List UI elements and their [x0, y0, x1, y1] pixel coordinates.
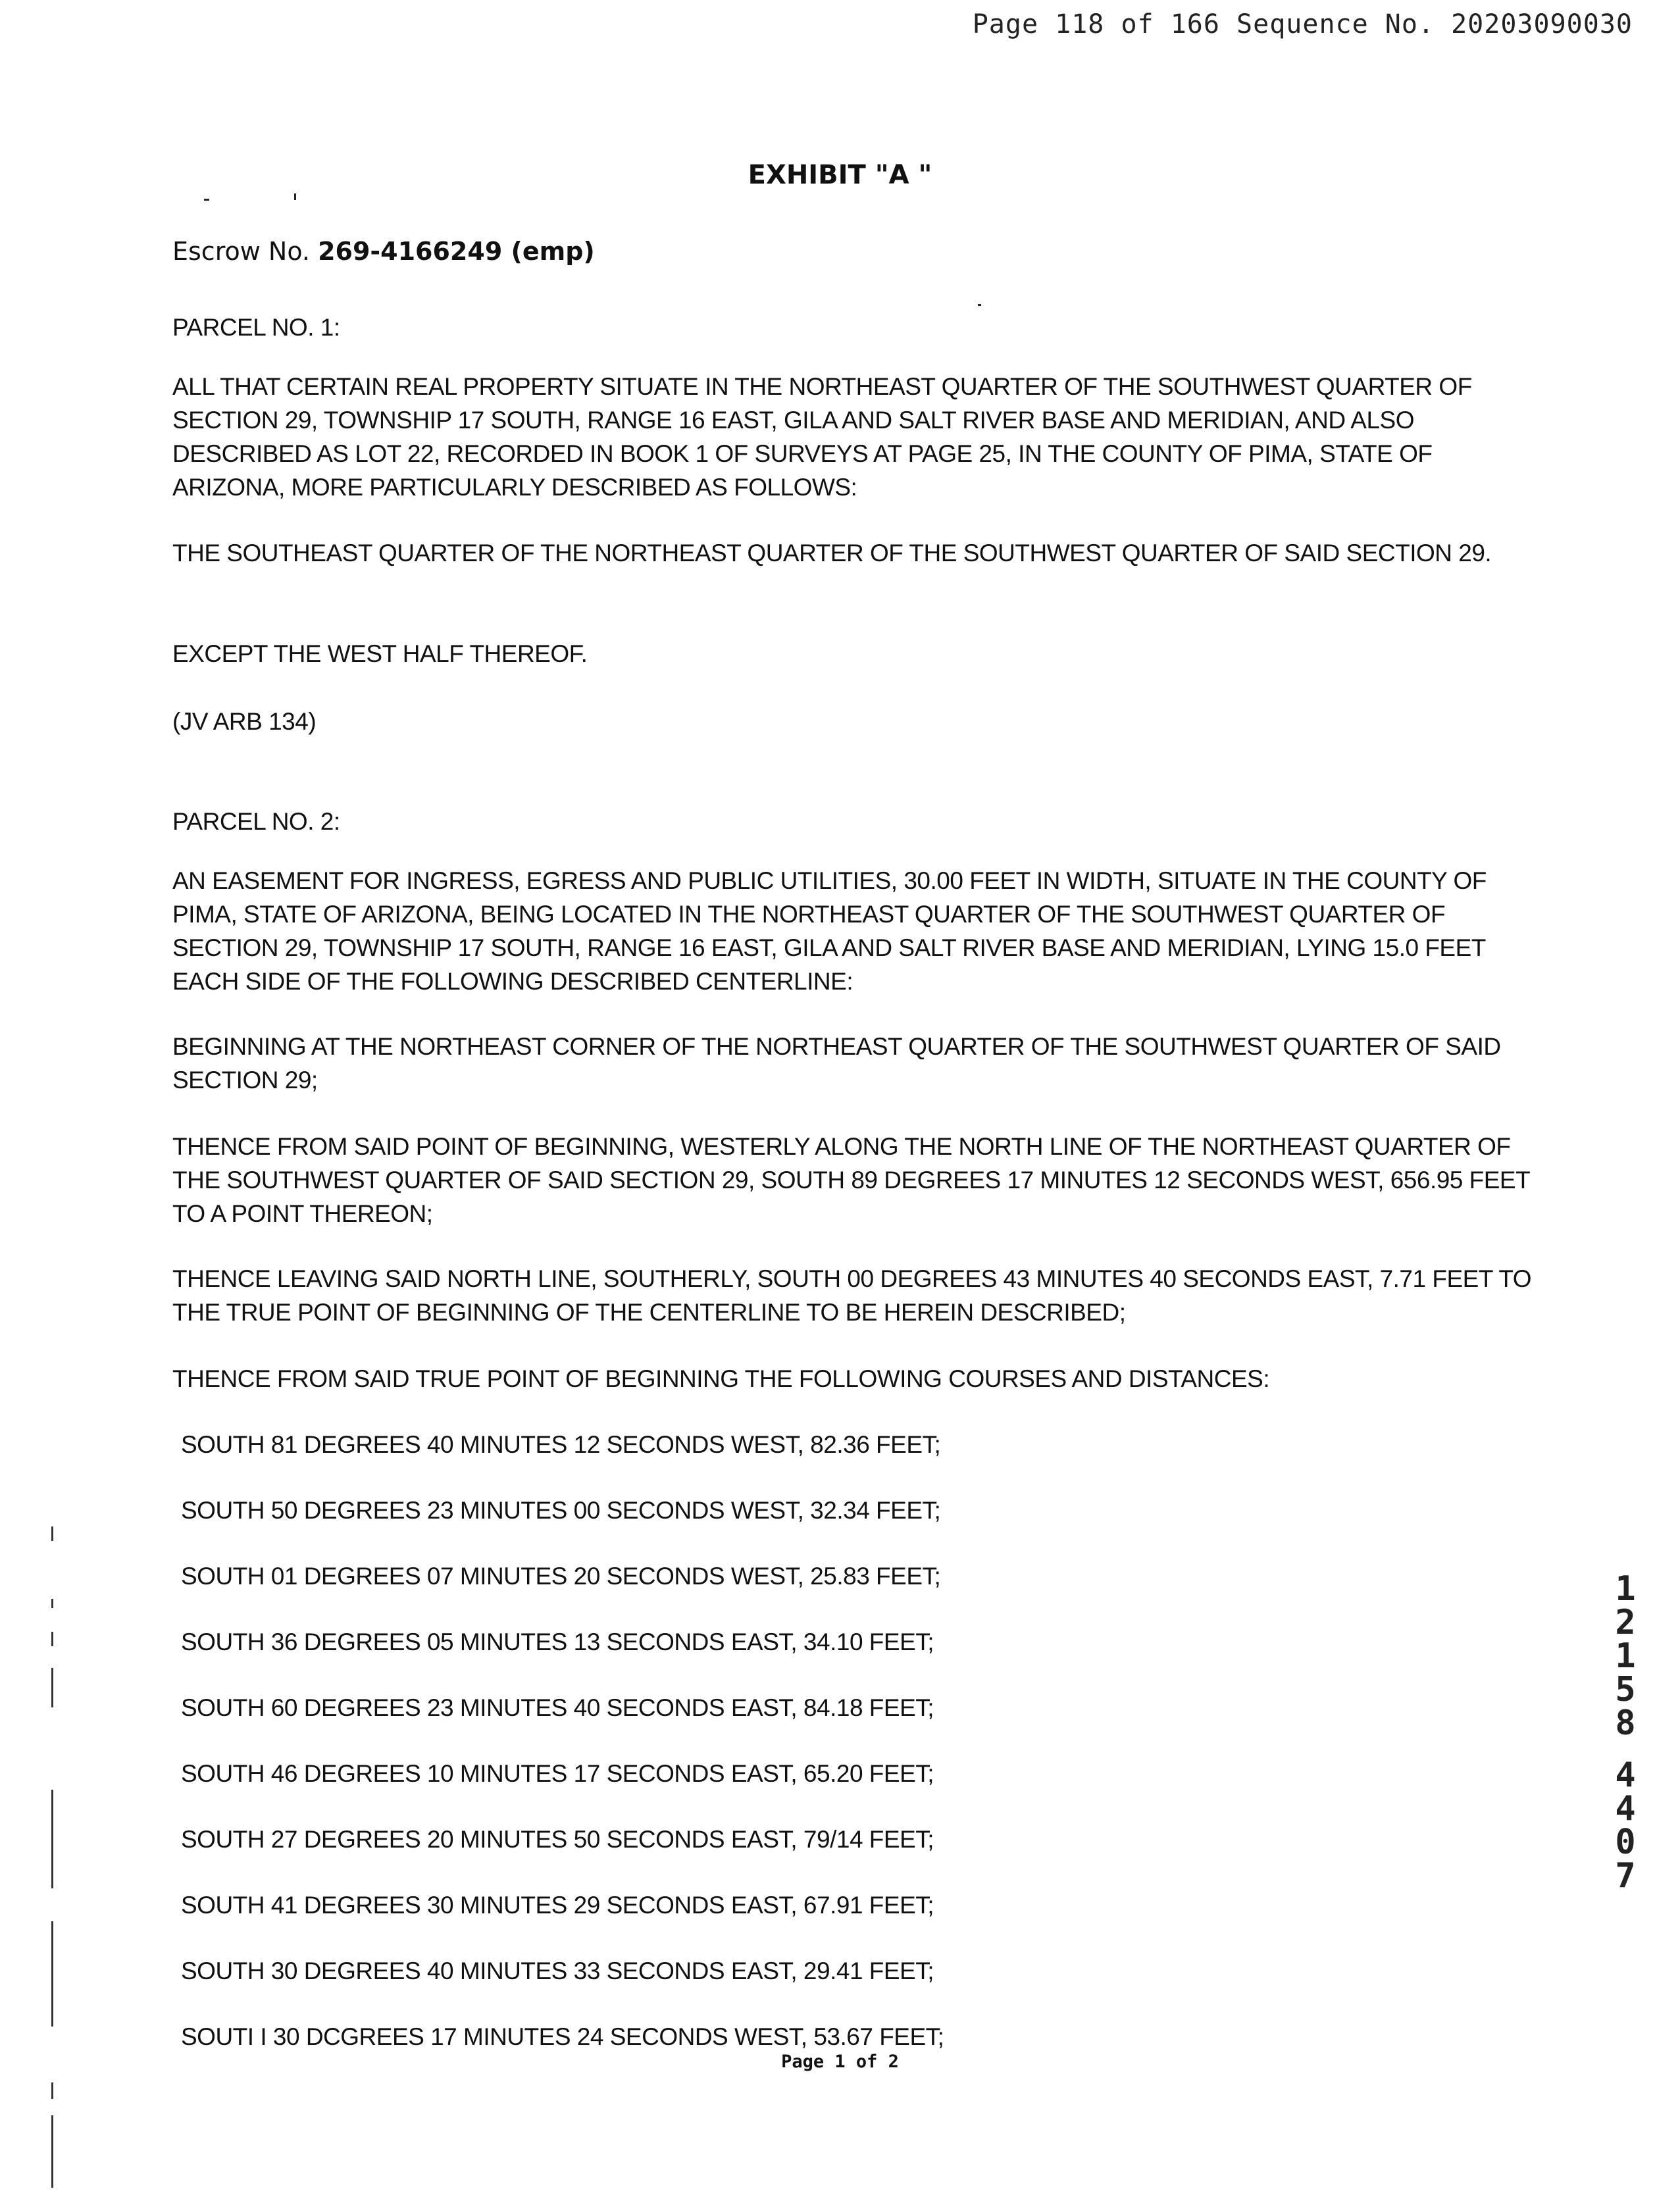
scan-margin-line: [51, 2115, 53, 2188]
parcel-1-exception: EXCEPT THE WEST HALF THEREOF.: [172, 640, 588, 667]
parcel-2-heading: PARCEL NO. 2:: [172, 808, 340, 835]
course-line: SOUTI I 30 DCGREES 17 MINUTES 24 SECONDS WEST, 53.67 FEET;: [181, 2023, 944, 2050]
sequence-header: Page 118 of 166 Sequence No. 20203090030: [972, 9, 1633, 39]
course-line: SOUTH 36 DEGREES 05 MINUTES 13 SECONDS EAST, 34.10 FEET;: [181, 1628, 934, 1655]
scan-margin-line: [51, 1668, 53, 1707]
parcel-1-reference: (JV ARB 134): [172, 708, 317, 735]
stamp-digit: 4: [1615, 1789, 1636, 1828]
course-line: SOUTH 01 DEGREES 07 MINUTES 20 SECONDS WEST, 25.83 FEET;: [181, 1563, 941, 1590]
page-footer: Page 1 of 2: [781, 2052, 899, 2072]
scan-mark: [204, 199, 209, 201]
escrow-label: Escrow No.: [172, 237, 310, 266]
parcel-2-thence-3: THENCE FROM SAID TRUE POINT OF BEGINNING THE FOLLOWING COURSES AND DISTANCES:: [172, 1365, 1270, 1392]
course-line: SOUTH 41 DEGREES 30 MINUTES 29 SECONDS EAST, 67.91 FEET;: [181, 1892, 934, 1919]
course-line: SOUTH 46 DEGREES 10 MINUTES 17 SECONDS EAST, 65.20 FEET;: [181, 1760, 934, 1787]
course-line: SOUTH 81 DEGREES 40 MINUTES 12 SECONDS WEST, 82.36 FEET;: [181, 1431, 941, 1458]
scan-margin-line: [51, 2082, 53, 2099]
parcel-1-heading: PARCEL NO. 1:: [172, 314, 340, 341]
scan-mark: [978, 304, 981, 306]
scan-margin-line: [51, 1599, 53, 1608]
parcel-2-thence-1: THENCE FROM SAID POINT OF BEGINNING, WESTERLY ALONG THE NORTH LINE OF THE NORTHEAST QUARTER OF THE SOUTHWEST QUARTER OF SAID SECTION 29, SOUTH 89 DEGREES 17 MINUTES 12 SECONDS WEST, 656.95 FEET TO A POINT THEREON;: [172, 1133, 1530, 1227]
stamp-digit: 1: [1615, 1636, 1636, 1676]
escrow-number: 269-4166249 (emp): [318, 237, 595, 266]
course-line: SOUTH 60 DEGREES 23 MINUTES 40 SECONDS EAST, 84.18 FEET;: [181, 1694, 934, 1721]
escrow-line: [172, 237, 595, 266]
scan-margin-line: [51, 1921, 53, 2027]
stamp-digit: 7: [1615, 1856, 1636, 1896]
exhibit-title: EXHIBIT "A ": [748, 160, 932, 190]
parcel-2-beginning: BEGINNING AT THE NORTHEAST CORNER OF THE NORTHEAST QUARTER OF THE SOUTHWEST QUARTER OF SAID SECTION 29;: [172, 1033, 1501, 1094]
scan-margin-line: [51, 1790, 53, 1888]
course-line: SOUTH 30 DEGREES 40 MINUTES 33 SECONDS EAST, 29.41 FEET;: [181, 1957, 934, 1984]
stamp-digit: 8: [1615, 1703, 1636, 1743]
recording-stamp: [1606, 1569, 1645, 1896]
scan-margin-line: [51, 1632, 53, 1646]
scan-mark: [294, 193, 296, 200]
stamp-digit: 5: [1615, 1670, 1636, 1709]
stamp-digit: 2: [1615, 1603, 1636, 1642]
course-line: SOUTH 50 DEGREES 23 MINUTES 00 SECONDS WEST, 32.34 FEET;: [181, 1497, 941, 1524]
stamp-digit: 4: [1615, 1755, 1636, 1795]
stamp-digit: 1: [1615, 1569, 1636, 1609]
scan-margin-line: [51, 1526, 53, 1541]
course-line: SOUTH 27 DEGREES 20 MINUTES 50 SECONDS EAST, 79/14 FEET;: [181, 1826, 934, 1853]
parcel-2-thence-2: THENCE LEAVING SAID NORTH LINE, SOUTHERLY, SOUTH 00 DEGREES 43 MINUTES 40 SECONDS EAST, 7.71 FEET TO THE TRUE POINT OF BEGINNING OF THE CENTERLINE TO BE HEREIN DESCRIBED;: [172, 1265, 1532, 1326]
stamp-digit: 0: [1615, 1823, 1636, 1862]
parcel-2-easement: AN EASEMENT FOR INGRESS, EGRESS AND PUBLIC UTILITIES, 30.00 FEET IN WIDTH, SITUATE IN THE COUNTY OF PIMA, STATE OF ARIZONA, BEING LOCATED IN THE NORTHEAST QUARTER OF THE SOUTHWEST QUARTER OF SECTION 29, TOWNSHIP 17 SOUTH, RANGE 16 EAST, GILA AND SALT RIVER BASE AND MERIDIAN, LYING 15.0 FEET EACH SIDE OF THE FOLLOWING DESCRIBED CENTERLINE:: [172, 867, 1487, 995]
parcel-1-description: ALL THAT CERTAIN REAL PROPERTY SITUATE IN THE NORTHEAST QUARTER OF THE SOUTHWEST QUARTER OF SECTION 29, TOWNSHIP 17 SOUTH, RANGE 16 EAST, GILA AND SALT RIVER BASE AND MERIDIAN, AND ALSO DESCRIBED AS LOT 22, RECORDED IN BOOK 1 OF SURVEYS AT PAGE 25, IN THE COUNTY OF PIMA, STATE OF ARIZONA, MORE PARTICULARLY DESCRIBED AS FOLLOWS:: [172, 373, 1472, 501]
parcel-1-quarter: THE SOUTHEAST QUARTER OF THE NORTHEAST QUARTER OF THE SOUTHWEST QUARTER OF SAID SECTION 29.: [172, 540, 1492, 567]
